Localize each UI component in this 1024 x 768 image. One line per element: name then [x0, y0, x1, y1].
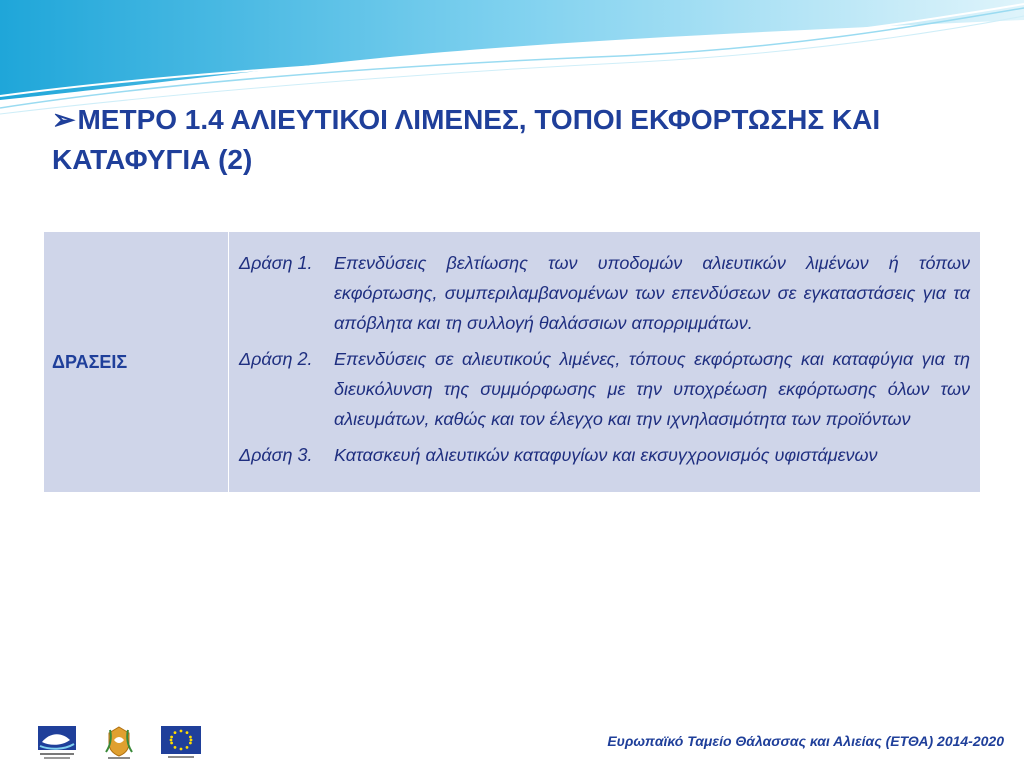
table-row [44, 232, 981, 493]
action-number: Δράση 1. [239, 253, 313, 273]
cyprus-emblem-logo [98, 724, 140, 760]
actions-label-cell [44, 232, 229, 493]
action-item [239, 344, 970, 434]
footer-logos [36, 724, 202, 760]
action-text: Επενδύσεις βελτίωσης των υποδομών αλιευτικών λιμένων ή τόπων εκφόρτωσης, συμπεριλαμβανομένων των επενδύσεων σε εγκαταστάσεις για τα απόβλητα και τη συλλογή θαλάσσιων απορριμμάτων. [334, 253, 970, 333]
actions-content-cell [229, 232, 981, 493]
action-text: Επενδύσεις σε αλιευτικούς λιμένες, τόπους εκφόρτωσης και καταφύγια για τη διευκόλυνση της συμμόρφωσης με την υποχρέωση εκφόρτωσης όλων των αλιευμάτων, καθώς και τον έλεγχο και την ιχνηλασιμότητα των προϊόντων [334, 349, 970, 429]
actions-table [43, 231, 981, 493]
action-text: Κατασκευή αλιευτικών καταφυγίων και εκσυγχρονισμός υφιστάμενων [334, 445, 878, 465]
action-item [239, 440, 970, 470]
page-title [52, 100, 992, 180]
eu-flag-logo [160, 724, 202, 760]
action-number: Δράση 3. [239, 445, 313, 465]
page-title-text: ΜΕΤΡΟ 1.4 ΑΛΙΕΥΤΙΚΟΙ ΛΙΜΕΝΕΣ, ΤΟΠΟΙ ΕΚΦΟΡΤΩΣΗΣ ΚΑΙ ΚΑΤΑΦΥΓΙΑ (2) [52, 104, 881, 175]
action-number: Δράση 2. [239, 349, 313, 369]
arrow-bullet-icon: ➢ [52, 104, 76, 135]
fisheries-department-logo [36, 724, 78, 760]
action-item [239, 248, 970, 338]
footer-fund-label: Ευρωπαϊκό Ταμείο Θάλασσας και Αλιείας (ΕΤΘΑ) 2014-2020 [607, 733, 1004, 749]
actions-label: ΔΡΑΣΕΙΣ [52, 351, 128, 372]
